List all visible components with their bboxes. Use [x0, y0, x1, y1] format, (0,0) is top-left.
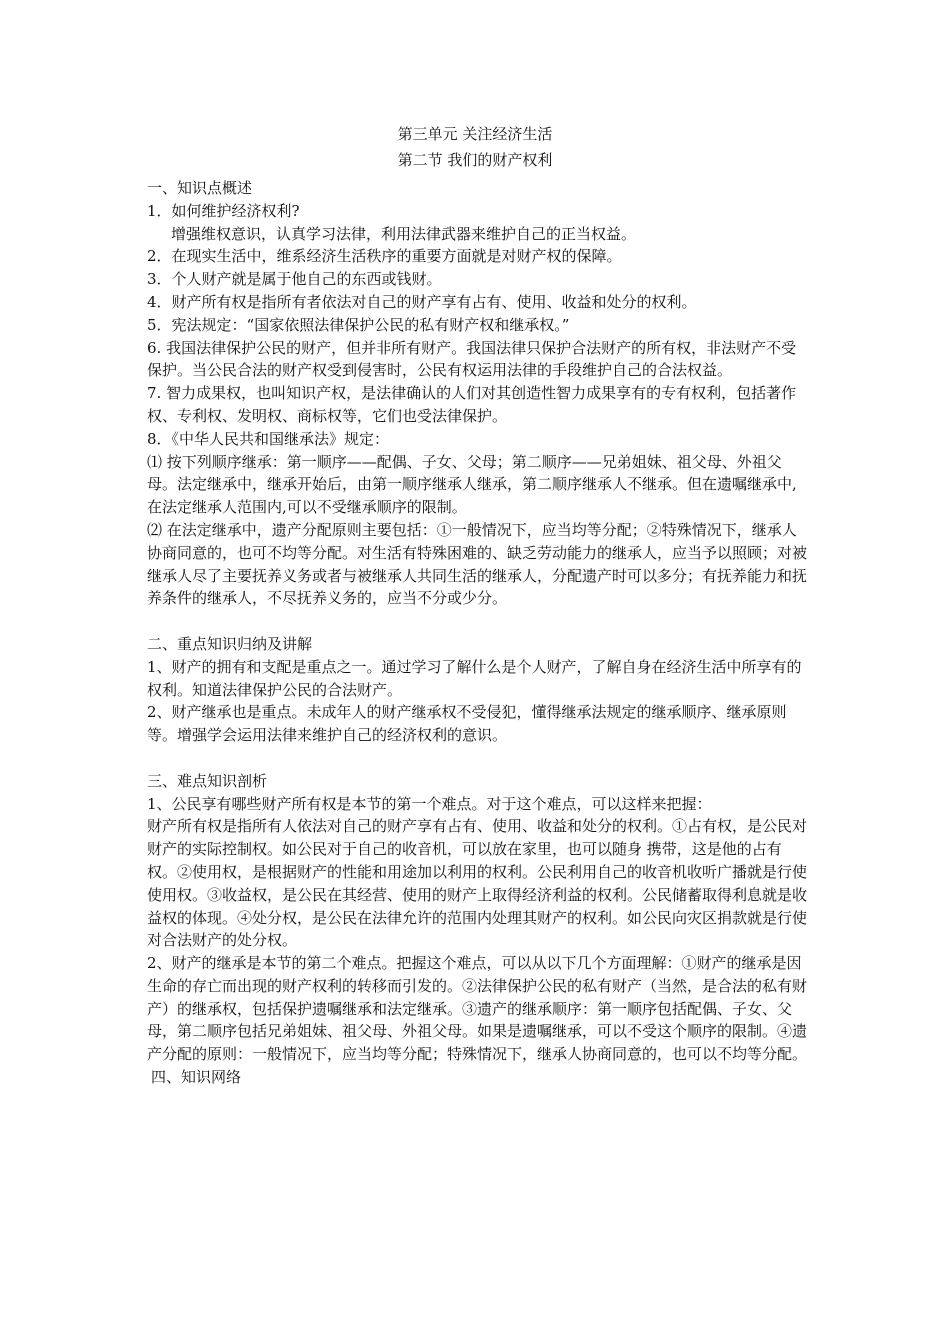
overview-item: 2．在现实生活中，维系经济生活秩序的重要方面就是对财产权的保障。 — [147, 247, 622, 266]
unit-title: 第三单元 关注经济生活 — [397, 125, 553, 143]
overview-item: 7. 智力成果权，也叫知识产权，是法律确认的人们对其创造性智力成果享有的专有权利，包括著作权、专利权、发明权、商标权等，它们也受法律保护。 — [147, 384, 797, 425]
overview-item: 3．个人财产就是属于他自己的东西或钱财。 — [147, 270, 442, 289]
difficult-point-item: 2、财产的继承是本节的第二个难点。把握这个难点，可以从以下几个方面理解：①财产的继承是因生命的存亡而出现的财产权利的转移而引发的。②法律保护公民的私有财产（当然，是合法的私有财产）的继承权，包括保护遗嘱继承和法定继承。③遗产的继承顺序：第一顺序包括配偶、子女、父母，第二顺序包括兄弟姐妹、祖父母、外祖父母。如果是遗嘱继承，可以不受这个顺序的限制。④遗产分配的原则：一般情况下，应当均等分配；特殊情况下，继承人协商同意的，也可以不均等分配。 — [147, 954, 808, 1064]
overview-item: 1．如何维护经济权利? — [147, 201, 300, 220]
overview-heading: 一、知识点概述 — [147, 179, 253, 197]
overview-item: 增强维权意识，认真学习法律，利用法律武器来维护自己的正当权益。 — [171, 224, 637, 243]
difficult-point-item: 1、公民享有哪些财产所有权是本节的第一个难点。对于这个难点，可以这样来把握： — [147, 794, 712, 813]
document-body — [147, 177, 809, 1089]
overview-item: 4．财产所有权是指所有者依法对自己的财产享有占有、使用、收益和处分的权利。 — [147, 292, 697, 311]
difficult-points-heading: 三、难点知识剖析 — [147, 771, 268, 790]
network-heading: 四、知识网络 — [151, 1068, 242, 1087]
key-point-item: 2、财产继承也是重点。未成年人的财产继承权不受侵犯，懂得继承法规定的继承顺序、继承原则等。增强学会运用法律来维护自己的经济权利的意识。 — [147, 703, 787, 745]
key-points-heading: 二、重点知识归纳及讲解 — [147, 634, 313, 653]
spacer — [147, 747, 809, 770]
difficult-point-item: 财产所有权是指所有人依法对自己的财产享有占有、使用、收益和处分的权利。①占有权，是公民对财产的实际控制权。如公民对于自己的收音机，可以放在家里，也可以随身 携带，这是他的占有权。②使用权，是根据财产的性能和用途加以利用的权利。公民利用自己的收音机收听广播就是行使使用权。③收益权，是公民在其经营、使用的财产上取得经济利益的权利。公民储蓄取得利息就是收益权的体现。④处分权，是公民在法律允许的范围内处理其财产的权利。如公民向灾区捐款就是行使对合法财产的处分权。 — [147, 817, 808, 950]
overview-item: 5．宪法规定：“国家依照法律保护公民的私有财产权和继承权。” — [147, 315, 570, 334]
key-point-item: 1、财产的拥有和支配是重点之一。通过学习了解什么是个人财产，了解自身在经济生活中所享有的权利。知道法律保护公民的合法财产。 — [147, 657, 802, 699]
section-title: 第二节 我们的财产权利 — [397, 151, 553, 169]
overview-item: ⑴ 按下列顺序继承：第一顺序——配偶、子女、父母；第二顺序——兄弟姐妹、祖父母、外祖父母。法定继承中，继承开始后，由第一顺序继承人继承，第二顺序继承人不继承。但在遗嘱继承中,在法定继承人范围内,可以不受继承顺序的限制。 — [147, 452, 797, 517]
overview-item: ⑵ 在法定继承中，遗产分配原则主要包括：①一般情况下，应当均等分配；②特殊情况下，继承人协商同意的，也可不均等分配。对生活有特殊困难的、缺乏劳动能力的继承人，应当予以照顾；对被继承人尽了主要抚养义务或者与被继承人共同生活的继承人，分配遗产时可以多分；有抚养能力和抚养条件的继承人，不尽抚养义务的，应当不分或少分。 — [147, 520, 808, 608]
overview-item: 6. 我国法律保护公民的财产，但并非所有财产。我国法律只保护合法财产的所有权，非法财产不受保护。当公民合法的财产权受到侵害时，公民有权运用法律的手段维护自己的合法权益。 — [147, 338, 797, 380]
overview-item: 8．《中华人民共和国继承法》规定： — [147, 429, 390, 448]
spacer — [147, 610, 809, 633]
